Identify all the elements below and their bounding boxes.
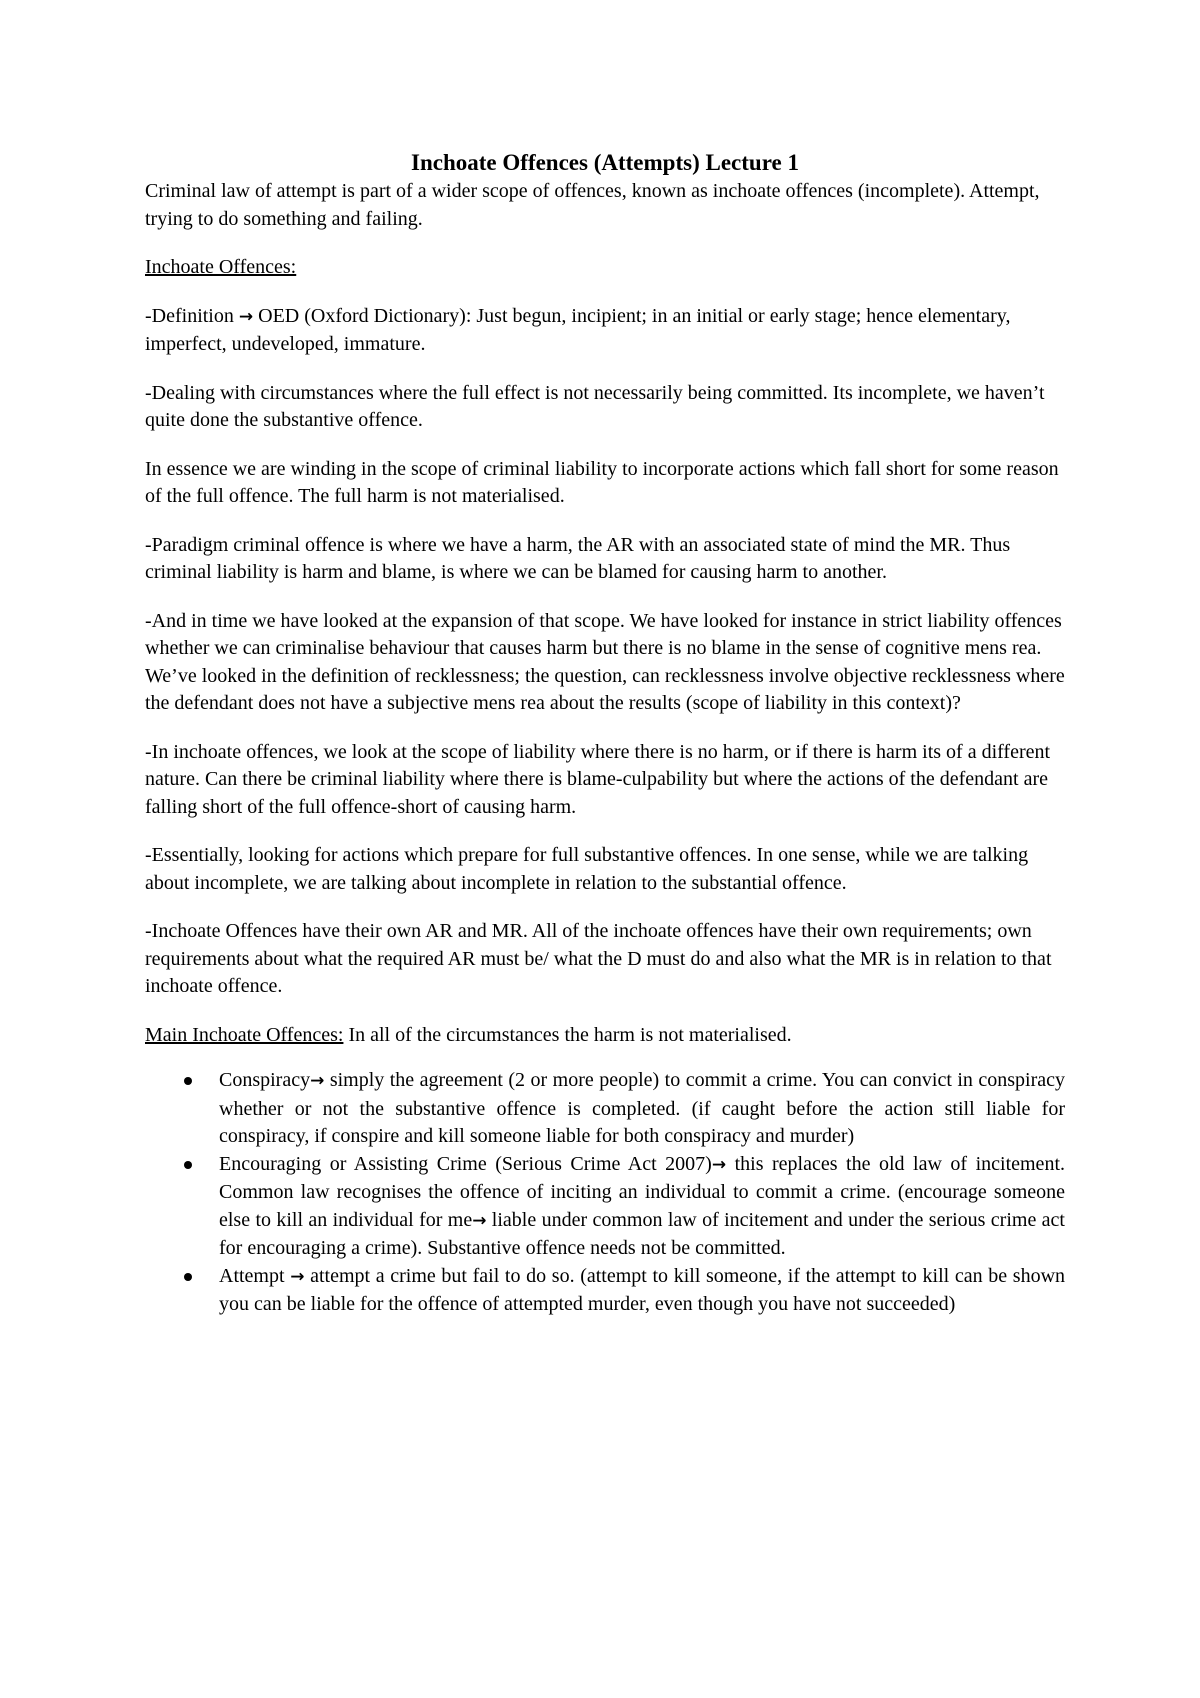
body-paragraph-2: In essence we are winding in the scope of criminal liability to incorporate actions which fall short for some reason of the full offence. The full harm is not materialised. — [145, 457, 1059, 507]
section-heading-main-offences: Main Inchoate Offences: — [145, 1023, 344, 1046]
main-offences-paragraph — [145, 1022, 1065, 1050]
body-paragraph-1: -Dealing with circumstances where the full effect is not necessarily being committed. Its incomplete, we haven’t quite done the substantive offence. — [145, 381, 1045, 431]
list-item-attempt — [145, 1263, 1065, 1319]
bullet-icon — [184, 1077, 192, 1085]
intro-paragraph: Criminal law of attempt is part of a wider scope of offences, known as inchoate offences (incomplete). Attempt, trying to do something and failing. — [145, 180, 1040, 230]
body-paragraph-4: -And in time we have looked at the expansion of that scope. We have looked for instance in strict liability offences whether we can criminalise behaviour that causes harm but there is no blame in the sense of cognitive mens rea. We’ve looked in the definition of recklessness; the question, can recklessness involve objective recklessness where the defendant does not have a subjective mens rea about the results (scope of liability in this context)? — [145, 609, 1065, 714]
body-paragraph-6: -Essentially, looking for actions which prepare for full substantive offences. In one sense, while we are talking about incomplete, we are talking about incomplete in relation to the substantial offence. — [145, 844, 1029, 894]
main-offences-text: In all of the circumstances the harm is not materialised. — [343, 1023, 792, 1046]
list-item-lead: Encouraging or Assisting Crime (Serious Crime Act 2007) — [219, 1152, 712, 1175]
list-item-text-continued: liable under common law of incitement and under the serious crime act for encouraging a crime). Substantive offence needs not be committed. — [219, 1208, 1065, 1259]
list-item-encouraging-assisting — [145, 1151, 1065, 1263]
list-item-text: attempt a crime but fail to do so. (attempt to kill someone, if the attempt to kill can be shown you can be liable for the offence of attempted murder, even though you have not succeeded) — [219, 1264, 1066, 1315]
document-body — [145, 148, 1065, 1319]
arrow-right-icon: → — [711, 1154, 727, 1175]
arrow-right-icon: → — [290, 1266, 305, 1287]
definition-paragraph — [145, 303, 1065, 359]
bullet-icon — [184, 1161, 192, 1169]
definition-lead: -Definition — [145, 304, 239, 327]
arrow-right-icon: → — [310, 1071, 325, 1091]
body-paragraph-7: -Inchoate Offences have their own AR and MR. All of the inchoate offences have their own requirements; own requirements about what the required AR must be/ what the D must do and also what the MR is in relation to that inchoate offence. — [145, 920, 1052, 997]
body-paragraph-5: -In inchoate offences, we look at the scope of liability where there is no harm, or if there is harm its of a different nature. Can there be criminal liability where there is blame-culpability but where the actions of the defendant are falling short of the full offence-short of causing harm. — [145, 740, 1051, 818]
list-item-text: simply the agreement (2 or more people) to commit a crime. You can convict in conspiracy whether or not the substantive offence is completed. (if caught before the action still liable for conspiracy, if conspire and kill someone liable for both conspiracy and murder) — [219, 1069, 1065, 1147]
arrow-right-icon: → — [472, 1210, 487, 1231]
section-heading-inchoate-offences — [145, 254, 1065, 282]
list-item-text: this replaces the old law of incitement. Common law recognises the offence of inciting an individual to commit a crime. (encourage someone else to kill an individual for me — [219, 1152, 1065, 1231]
offence-list — [145, 1067, 1065, 1319]
bullet-icon — [184, 1273, 192, 1281]
list-item-conspiracy — [145, 1067, 1065, 1151]
body-paragraph-3: -Paradigm criminal offence is where we have a harm, the AR with an associated state of mind the MR. Thus criminal liability is harm and blame, is where we can be blamed for causing harm to another. — [145, 533, 1011, 583]
section-heading-text: Inchoate Offences: — [145, 256, 297, 278]
definition-text: OED (Oxford Dictionary): Just begun, incipient; in an initial or early stage; hence elementary, imperfect, undeveloped, immature. — [145, 304, 1011, 355]
arrow-right-icon: → — [238, 306, 254, 327]
list-item-lead: Attempt — [219, 1264, 291, 1287]
list-item-lead: Conspiracy — [219, 1069, 311, 1091]
document-title: Inchoate Offences (Attempts) Lecture 1 — [411, 150, 799, 175]
